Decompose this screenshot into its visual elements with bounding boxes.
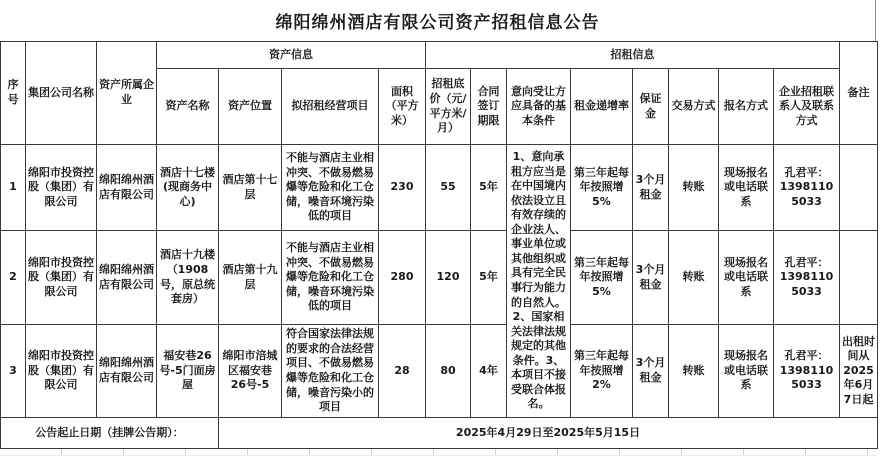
cell-asset-location: 酒店第十九层: [219, 231, 282, 325]
footer-row: [1, 418, 878, 449]
col-header-registration-method: 报名方式: [719, 69, 774, 145]
cell-lease-projects: 不能与酒店主业相冲突、不做易燃易爆等危险和化工仓储，噪音环境污染低的项目: [282, 231, 379, 325]
announcement-period-label: 公告起止日期（挂牌公告期）：: [1, 418, 219, 449]
col-header-area: 面积（平方米）: [379, 69, 426, 145]
col-header-basic-conditions: 意向受让方应具备的基本条件: [507, 69, 571, 145]
page-title-text: 绵阳绵州酒店有限公司资产招租信息公告: [275, 13, 600, 33]
cell-base-price: 55: [426, 145, 471, 231]
cell-rent-increase: 第三年起每年按照增2%: [571, 325, 633, 418]
cell-contact: 孔君平：13981105033: [774, 231, 840, 325]
cell-remark: [840, 231, 878, 325]
col-header-asset-name: 资产名称: [157, 69, 219, 145]
cell-contact: 孔君平：13981105033: [774, 325, 840, 418]
cell-contact: 孔君平：13981105033: [774, 145, 840, 231]
col-header-remark: 备注: [840, 42, 878, 145]
cell-lease-projects: 不能与酒店主业相冲突、不做易燃易爆等危险和化工仓储，噪音环境污染低的项目: [282, 145, 379, 231]
cell-asset-location: 绵阳市涪城区福安巷26号-5: [219, 325, 282, 418]
cell-contract-term: 5年: [471, 231, 507, 325]
cell-contract-term: 4年: [471, 325, 507, 418]
table-row: [1, 325, 878, 418]
cell-basic-conditions: 1、意向承租方应当是在中国境内依法设立且有效存续的企业法人、事业单位或其他组织或具有完全民事行为能力的自然人。2、国家相关法律法规规定的其他条件。3、本项目不接受联合体报名。: [507, 145, 571, 418]
table-row: [1, 145, 878, 231]
spreadsheet-gridline-strip: [0, 449, 877, 456]
col-header-deposit: 保证金: [633, 69, 669, 145]
announcement-table: [0, 41, 878, 449]
cell-base-price: 80: [426, 325, 471, 418]
cell-rent-increase: 第三年起每年按照增5%: [571, 231, 633, 325]
cell-rent-increase: 第三年起每年按照增5%: [571, 145, 633, 231]
cell-registration-method: 现场报名或电话联系: [719, 325, 774, 418]
group-header-rental-info: 招租信息: [426, 42, 840, 69]
cell-remark: 出租时间从2025年6月7日起: [840, 325, 878, 418]
cell-seq: 1: [1, 145, 26, 231]
col-header-contract-term: 合同签订期限: [471, 69, 507, 145]
col-header-base-price: 招租底价（元/平方米/月）: [426, 69, 471, 145]
cell-group-company: 绵阳市投资控股（集团）有限公司: [26, 325, 97, 418]
group-header-row: [1, 42, 878, 69]
cell-remark: [840, 145, 878, 231]
cell-owner-enterprise: 绵阳绵州酒店有限公司: [97, 145, 157, 231]
group-header-asset-info: 资产信息: [157, 42, 426, 69]
cell-seq: 3: [1, 325, 26, 418]
col-header-owner-enterprise: 资产所属企业: [97, 42, 157, 145]
cell-transaction-method: 转账: [669, 145, 719, 231]
table-row: [1, 231, 878, 325]
cell-area: 28: [379, 325, 426, 418]
col-header-seq: 序号: [1, 42, 26, 145]
col-header-lease-projects: 拟招租经营项目: [282, 69, 379, 145]
cell-group-company: 绵阳市投资控股（集团）有限公司: [26, 145, 97, 231]
col-header-contact: 企业招租联系人及联系方式: [774, 69, 840, 145]
cell-group-company: 绵阳市投资控股（集团）有限公司: [26, 231, 97, 325]
cell-seq: 2: [1, 231, 26, 325]
col-header-asset-location: 资产位置: [219, 69, 282, 145]
cell-asset-name: 福安巷26号-5门面房屋: [157, 325, 219, 418]
cell-registration-method: 现场报名或电话联系: [719, 231, 774, 325]
cell-owner-enterprise: 绵阳绵州酒店有限公司: [97, 325, 157, 418]
cell-base-price: 120: [426, 231, 471, 325]
cell-asset-location: 酒店第十七层: [219, 145, 282, 231]
cell-deposit: 3个月租金: [633, 231, 669, 325]
col-header-group-company: 集团公司名称: [26, 42, 97, 145]
announcement-period-value: 2025年4月29日至2025年5月15日: [219, 418, 878, 449]
cell-lease-projects: 符合国家法律法规的要求的合法经营项目、不做易燃易爆等危险和化工仓储，噪音污染小的项目: [282, 325, 379, 418]
cell-asset-name: 酒店十九楼（1908号，原总统套房）: [157, 231, 219, 325]
cell-contract-term: 5年: [471, 145, 507, 231]
col-header-rent-increase: 租金递增率: [571, 69, 633, 145]
cell-transaction-method: 转账: [669, 231, 719, 325]
cell-area: 230: [379, 145, 426, 231]
page-title: [0, 0, 876, 41]
cell-registration-method: 现场报名或电话联系: [719, 145, 774, 231]
cell-deposit: 3个月租金: [633, 145, 669, 231]
cell-deposit: 3个月租金: [633, 325, 669, 418]
cell-area: 280: [379, 231, 426, 325]
cell-transaction-method: 转账: [669, 325, 719, 418]
cell-asset-name: 酒店十七楼(现商务中心): [157, 145, 219, 231]
col-header-transaction-method: 交易方式: [669, 69, 719, 145]
cell-owner-enterprise: 绵阳绵州酒店有限公司: [97, 231, 157, 325]
